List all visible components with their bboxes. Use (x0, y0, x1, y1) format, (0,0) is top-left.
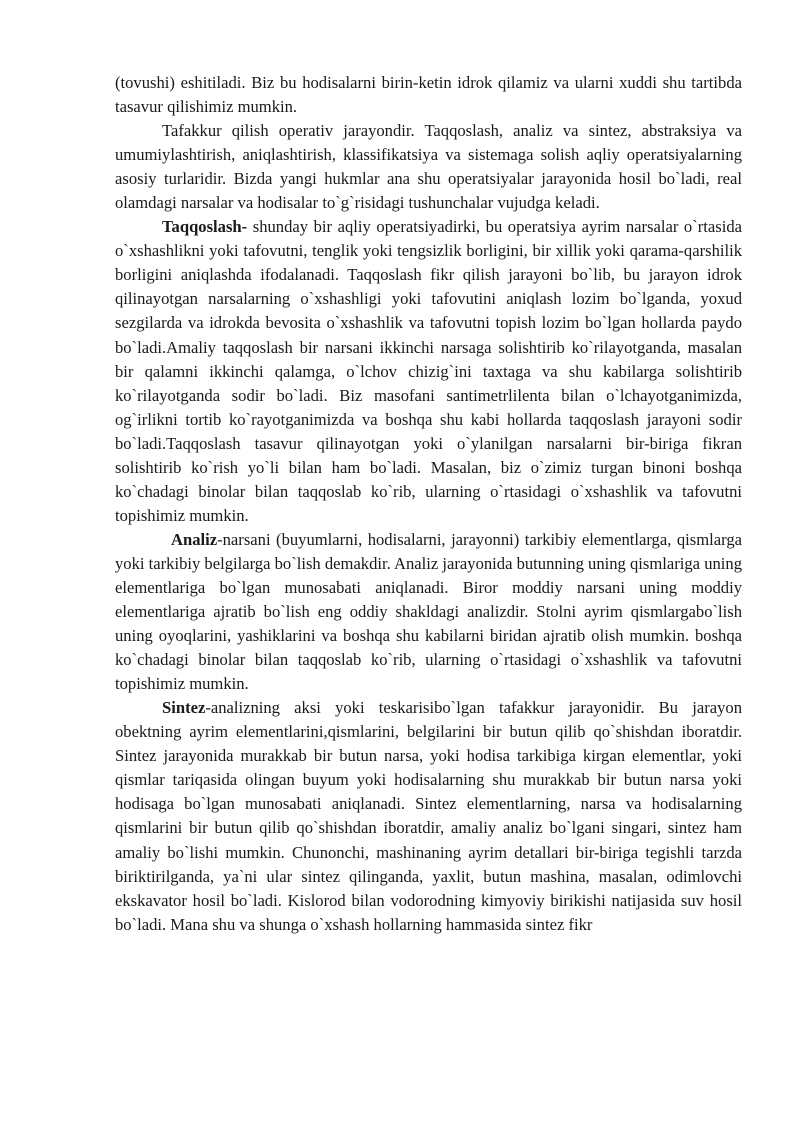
paragraph-sintez (115, 696, 742, 936)
paragraph-text: Tafakkur qilish operativ jarayondir. Taqqoslash, analiz va sintez, abstraksiya va umumiylashtirish, aniqlashtirish, klassifikatsiya va sistemaga solish aqliy operatsiyalarning asosiy turlaridir. Bizda yangi hukmlar ana shu operatsiyalar jarayonida hosil bo`ladi, real olamdagi narsalar va hodisalar to`g`risidagi tushunchalar vujudga keladi. (115, 121, 742, 213)
paragraph-text: -analizning aksi yoki teskarisibo`lgan tafakkur jarayonidir. Bu jarayon obektning ayrim elementlarini,qismlarini, belgilarini bir butun qilib qo`shishdan iboratdir. Sintez jarayonida murakkab bir butun narsa, yoki hodisa tarkibiga kirgan elementlar, yoki qismlar tariqasida olingan buyum yoki hodisalarning shu murakkab bir butun narsa yoki hodisaga bo`lgan munosabati aniqlanadi. Sintez elementlarning, narsa va hodisalarning qismlarini bir butun qilib qo`shishdan iboratdir, amaliy analiz bo`lgani singari, sintez ham amaliy bo`lishi mumkin. Chunonchi, mashinaning ayrim detallari bir-biriga tegishli tarzda biriktirilganda, ya`ni ular sintez qilinganda, yaxlit, butun mashina, masalan, odimlovchi ekskavator hosil bo`ladi. Kislorod bilan vodorodning kimyoviy birikishi natijasida suv hosil bo`ladi. Mana shu va shunga o`xshash hollarning hammasida sintez fikr (115, 698, 742, 934)
term-analiz: Analiz (171, 529, 218, 549)
term-taqqoslash: Taqqoslash- (162, 217, 248, 237)
paragraph-text: (tovushi) eshitiladi. Biz bu hodisalarni birin-ketin idrok qilamiz va ularni xuddi shu tartibda tasavur qilishimiz mumkin. (115, 73, 742, 117)
paragraph-intro (115, 71, 742, 119)
paragraph-text: shunday bir aqliy operatsiyadirki, bu operatsiya ayrim narsalar o`rtasida o`xshashlikni yoki tafovutni, tenglik yoki tengsizlik borligini, bir xillik yoki qarama-qarshilik borligini aniqlashda ifodalanadi. Taqqoslash fikr qilish jarayoni bo`lib, bu jarayon idrok qilinayotgan narsalarning o`xshashligi yoki tafovutini aniqlash lozim bo`lganda, yoxud sezgilarda va idrokda bevosita o`xshashlik va tafovutni topish lozim bo`lgan hollarda paydo bo`ladi.Amaliy taqqoslash bir narsani ikkinchi narsaga solishtirib ko`rilayotganda, masalan bir qalamni ikkinchi qalamga, o`lchov chizig`ini taxtaga va shu kabilarga solishtirib ko`rilayotganda sodir bo`ladi. Biz masofani santimetrlilenta bilan o`lchayotganimizda, og`irlikni tortib ko`rayotganimizda va boshqa shu kabi hollarda taqqoslash jarayoni sodir bo`ladi.Taqqoslash tasavur qilinayotgan yoki o`ylanilgan narsalarni bir-biriga fikran solishtirib ko`rish yo`li bilan ham bo`ladi. Masalan, biz o`zimiz turgan binoni boshqa ko`chadagi binolar bilan taqqoslab ko`rib, ularning o`rtasidagi o`xshashlik va tafovutni topishimiz mumkin. (115, 217, 742, 525)
paragraph-tafakkur (115, 119, 742, 215)
document-page (115, 71, 742, 937)
term-sintez: Sintez (162, 698, 206, 718)
paragraph-analiz (115, 528, 742, 696)
paragraph-taqqoslash (115, 215, 742, 528)
paragraph-text: -narsani (buyumlarni, hodisalarni, jarayonni) tarkibiy elementlarga, qismlarga yoki tarkibiy belgilarga bo`lish demakdir. Analiz jarayonida butunning uning qismlariga uning elementlariga bo`lgan munosabati aniqlanadi. Biror moddiy narsani uning moddiy elementlariga ajratib bo`lish eng oddiy shakldagi analizdir. Stolni ayrim qismlargabo`lish uning oyoqlarini, yashiklarini va boshqa shu kabilarni biridan ajratib olish mumkin. boshqa ko`chadagi binolar bilan taqqoslab ko`rib, ularning o`rtasidagi o`xshashlik va tafovutni topishimiz mumkin. (115, 529, 742, 694)
